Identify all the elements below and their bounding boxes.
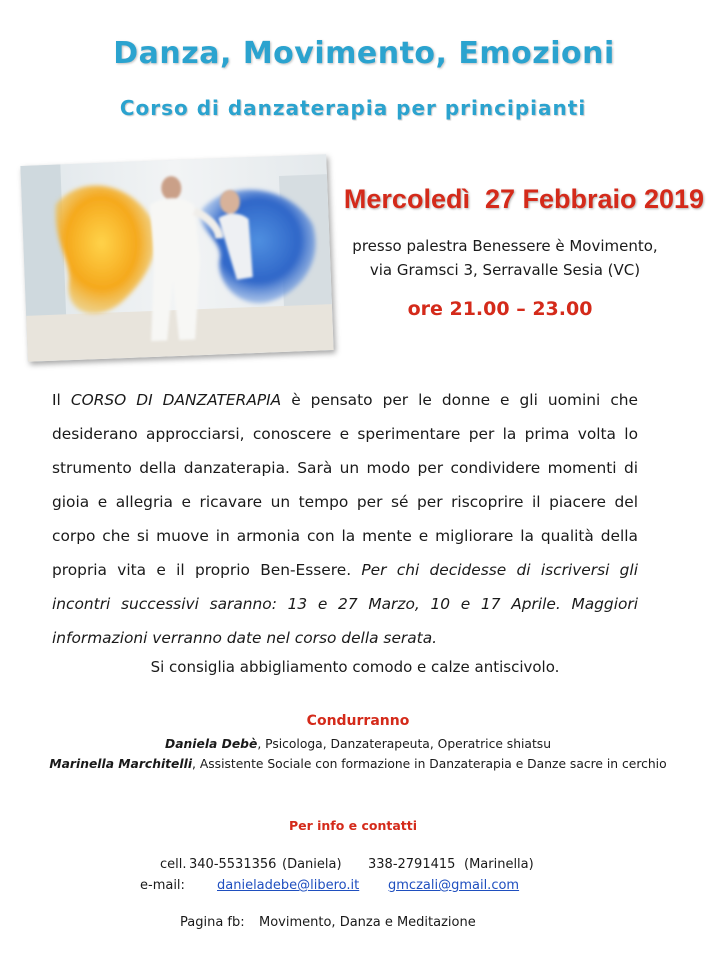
contacts-title: Per info e contatti xyxy=(288,818,418,833)
leader-name: Daniela Debè xyxy=(165,737,258,751)
phone-marinella-name: (Marinella) xyxy=(464,857,534,872)
venue-line-1: presso palestra Benessere è Movimento, xyxy=(352,237,658,255)
leader-daniela xyxy=(0,737,716,751)
phone-marinella[interactable]: 338-2791415 xyxy=(368,857,456,872)
description-schedule: Per chi decidesse di iscriversi gli incontri successivi saranno: 13 e 27 Marzo, 10 e 17 Aprile. Maggiori informazioni verranno date nel corso della serata. xyxy=(52,561,638,647)
facebook-label: Pagina fb: xyxy=(180,915,245,930)
leader-role: , Assistente Sociale con formazione in Danzaterapia e Danze sacre in cerchio xyxy=(192,757,667,771)
clothing-advice: Si consiglia abbigliamento comodo e calze antiscivolo. xyxy=(150,658,560,676)
page-subtitle: Corso di danzaterapia per principianti xyxy=(119,96,587,120)
email-daniela-link[interactable]: danieladebe@libero.it xyxy=(217,878,360,893)
course-name: CORSO DI DANZATERAPIA xyxy=(70,391,282,409)
page-title: Danza, Movimento, Emozioni xyxy=(113,36,615,71)
description-body: è pensato per le donne e gli uomini che desiderano approcciarsi, conoscere e sperimentare per la prima volta lo strumento della danzaterapia. Sarà un modo per condividere momenti di gioia e allegria e ricavare un tempo per sé per riscoprire il piacere del corpo che si muove in armonia con la mente e migliorare la qualità della propria vita e il proprio Ben-Essere. xyxy=(52,391,638,579)
phone-label: cell. xyxy=(160,857,187,872)
dance-photo xyxy=(20,154,333,362)
leaders-title: Condurranno xyxy=(306,713,410,729)
course-description xyxy=(52,383,638,655)
leader-marinella xyxy=(0,757,716,771)
dancers-illustration xyxy=(20,154,333,362)
description-intro: Il xyxy=(52,391,71,409)
leader-role: , Psicologa, Danzaterapeuta, Operatrice shiatsu xyxy=(257,737,551,751)
facebook-page-name[interactable]: Movimento, Danza e Meditazione xyxy=(259,915,476,930)
email-marinella-link[interactable]: gmczali@gmail.com xyxy=(388,878,520,893)
event-time: ore 21.00 – 23.00 xyxy=(407,298,593,320)
event-date: Mercoledì 27 Febbraio 2019 xyxy=(343,184,705,214)
venue-line-2: via Gramsci 3, Serravalle Sesia (VC) xyxy=(369,261,641,279)
leader-name: Marinella Marchitelli xyxy=(49,757,193,771)
phone-daniela[interactable]: 340-5531356 xyxy=(189,857,277,872)
email-label: e-mail: xyxy=(140,878,185,893)
event-venue xyxy=(340,234,670,282)
phone-daniela-name: (Daniela) xyxy=(282,857,342,872)
